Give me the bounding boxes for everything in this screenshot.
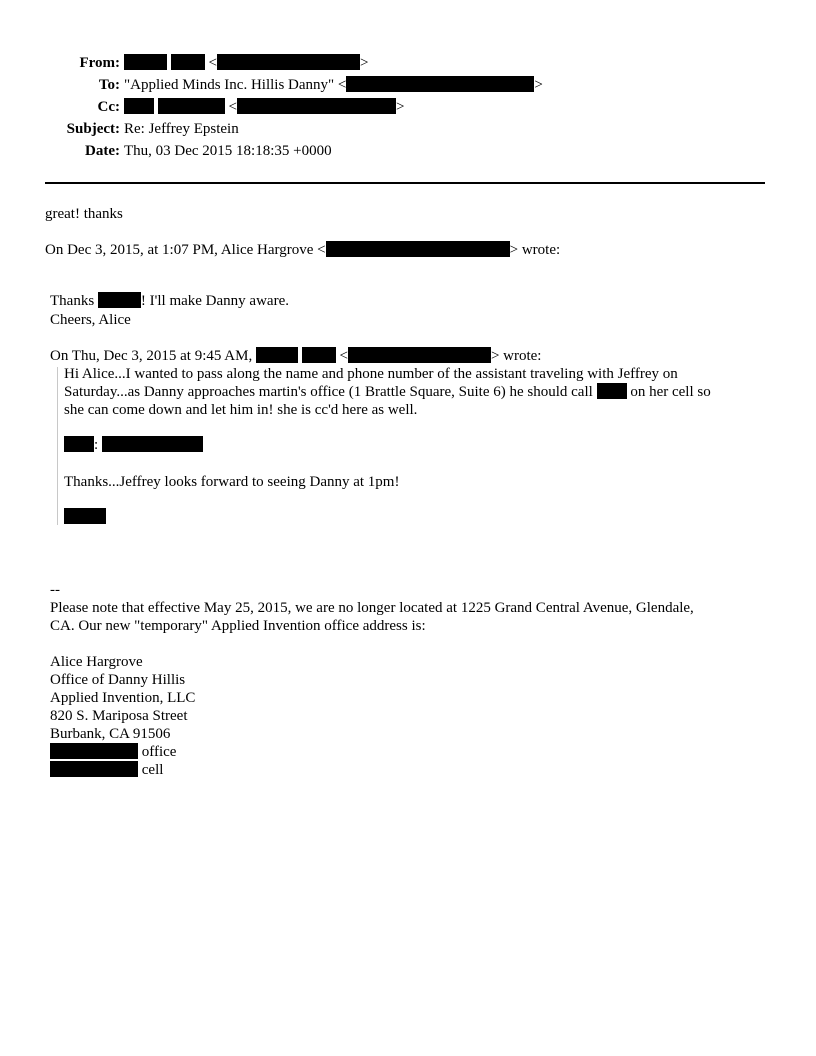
quoted-phone-colon: : (94, 437, 99, 453)
redaction-box (124, 54, 167, 70)
from-value: < > (124, 52, 368, 74)
header-divider (45, 182, 765, 184)
to-value: "Applied Minds Inc. Hillis Danny" < > (124, 77, 543, 93)
redaction-box (98, 292, 141, 308)
from-label: From: (79, 55, 120, 71)
signature-company: Applied Invention, LLC (50, 690, 196, 706)
redaction-box (124, 98, 154, 114)
redaction-box (102, 436, 203, 452)
cc-value: < > (124, 96, 404, 118)
quoted-line-2 (64, 383, 711, 401)
office-label: office (141, 744, 177, 760)
redaction-box (158, 98, 225, 114)
quoted-line-3: she can come down and let him in! she is cc'd here as well. (64, 402, 418, 418)
redaction-box (326, 241, 510, 257)
redaction-box (256, 347, 298, 363)
signature-cell-phone (50, 761, 163, 779)
quoted-line-2-pre: Saturday...as Danny approaches martin's office (1 Brattle Square, Suite 6) he should call (64, 384, 593, 400)
alice-thanks-line (50, 292, 289, 310)
signature-separator: -- (50, 582, 60, 598)
attribution-sender-pre: On Thu, Dec 3, 2015 at 9:45 AM, (50, 348, 253, 364)
quoted-thanks: Thanks...Jeffrey looks forward to seeing Danny at 1pm! (64, 474, 400, 490)
redaction-box (171, 54, 205, 70)
redaction-box (237, 98, 396, 114)
to-name: "Applied Minds Inc. Hillis Danny" (124, 77, 335, 93)
reply-text: great! thanks (45, 206, 123, 222)
alice-thanks-post: ! I'll make Danny aware. (140, 293, 289, 309)
notice-line-2: CA. Our new "temporary" Applied Invention office address is: (50, 618, 426, 634)
redaction-box (346, 76, 534, 92)
redaction-box (50, 743, 138, 759)
date-label: Date: (85, 143, 120, 159)
redaction-box (302, 347, 336, 363)
attribution-sender-post: > wrote: (490, 348, 542, 364)
redaction-box (597, 383, 627, 399)
subject-value: Re: Jeffrey Epstein (124, 121, 239, 137)
signature-city: Burbank, CA 91506 (50, 726, 171, 742)
attribution-alice-post: > wrote: (509, 242, 561, 258)
quoted-line-2-post: on her cell so (630, 384, 711, 400)
signature-title: Office of Danny Hillis (50, 672, 186, 688)
quoted-line-1: Hi Alice...I wanted to pass along the name and phone number of the assistant traveling with Jeffrey on (64, 366, 678, 382)
signature-office-phone (50, 743, 176, 761)
redaction-box (217, 54, 360, 70)
quote-bar (57, 367, 58, 525)
redaction-box (50, 761, 138, 777)
to-label: To: (98, 77, 120, 93)
cell-label: cell (141, 762, 164, 778)
quoted-signature (64, 508, 106, 526)
redaction-box (64, 508, 106, 524)
signature-name: Alice Hargrove (50, 654, 143, 670)
notice-line-1: Please note that effective May 25, 2015, we are no longer located at 1225 Grand Central Avenue, Glendale, (50, 600, 694, 616)
attribution-sender: On Thu, Dec 3, 2015 at 9:45 AM, < > wrote: (50, 348, 542, 364)
attribution-alice-pre: On Dec 3, 2015, at 1:07 PM, Alice Hargrove < (45, 242, 326, 258)
attribution-alice (45, 241, 560, 259)
quoted-phone-line (64, 436, 203, 454)
date-value: Thu, 03 Dec 2015 18:18:35 +0000 (124, 143, 332, 159)
alice-signoff: Cheers, Alice (50, 312, 131, 328)
signature-street: 820 S. Mariposa Street (50, 708, 188, 724)
subject-label: Subject: (66, 121, 120, 137)
alice-thanks-pre: Thanks (50, 293, 95, 309)
redaction-box (348, 347, 491, 363)
cc-label: Cc: (97, 99, 120, 115)
redaction-box (64, 436, 94, 452)
